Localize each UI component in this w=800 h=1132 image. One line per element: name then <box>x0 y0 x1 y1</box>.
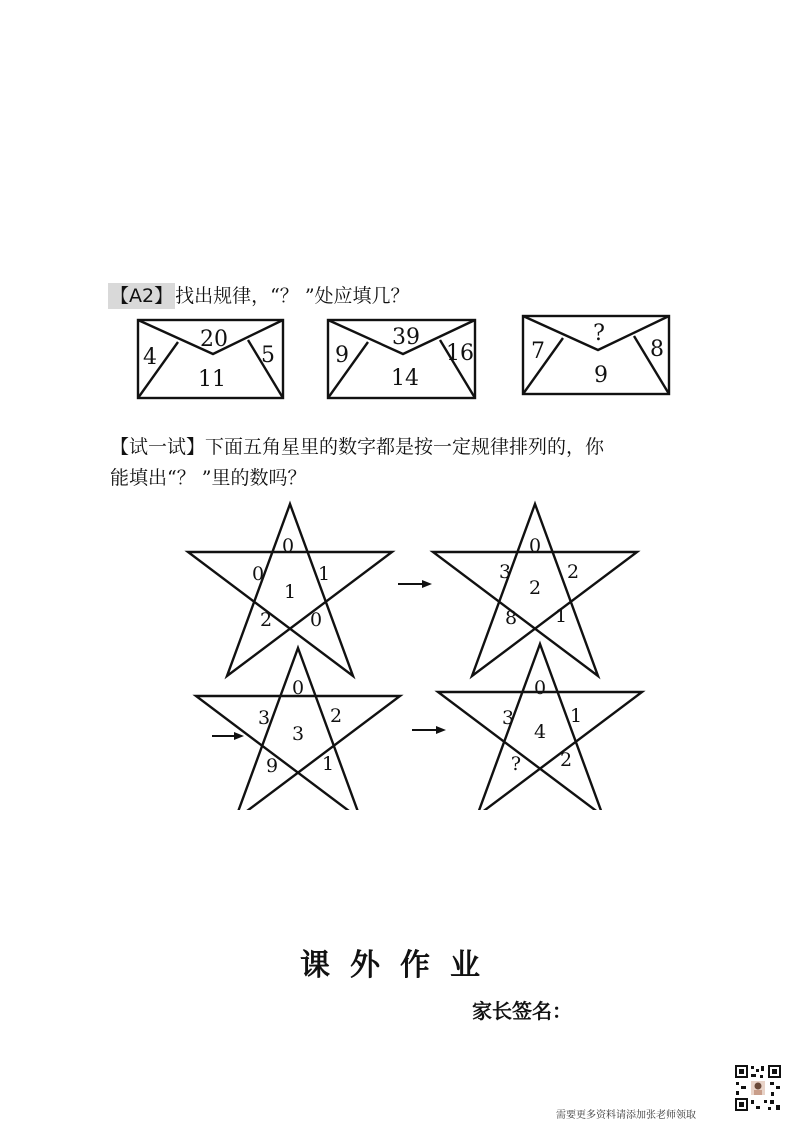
try-it-line-1: 【试一试】下面五角星里的数字都是按一定规律排列的，你 <box>110 436 605 458</box>
star-3-right: 2 <box>329 705 343 727</box>
star-4-left: 3 <box>501 707 515 729</box>
star-1-bottom-left: 2 <box>259 609 273 631</box>
parent-signature-label: 家长签名： <box>472 999 572 1023</box>
envelope-3-bottom: 9 <box>594 363 608 388</box>
arrow-1 <box>398 580 432 588</box>
star-4-top: 0 <box>533 677 547 699</box>
star-2-bottom-right: 1 <box>554 605 568 627</box>
envelope-3-right: 8 <box>650 337 664 362</box>
envelope-figures <box>0 310 800 405</box>
envelope-2-left: 9 <box>335 343 349 368</box>
arrow-2 <box>212 732 244 740</box>
star-3-center: 3 <box>291 723 305 745</box>
star-2-center: 2 <box>528 577 542 599</box>
star-3-bottom-left: 9 <box>265 755 279 777</box>
problem-a2-tag: 【A2】 <box>110 285 174 307</box>
star-2-bottom-left: 8 <box>504 607 518 629</box>
star-4-bottom-right: 2 <box>559 749 573 771</box>
envelope-3-top: ? <box>593 321 605 346</box>
envelope-1-top: 20 <box>200 327 228 352</box>
star-2-left: 3 <box>498 561 512 583</box>
star-4-center: 4 <box>533 721 547 743</box>
star-2-top: 0 <box>528 535 542 557</box>
envelope-2-top: 39 <box>392 325 420 350</box>
arrow-3 <box>412 726 446 734</box>
qr-code-icon <box>734 1064 782 1112</box>
star-1-center: 1 <box>283 581 297 603</box>
footer-note: 需要更多资料请添加张老师领取 <box>556 1110 696 1121</box>
star-1 <box>188 504 392 676</box>
star-figures <box>0 500 800 810</box>
envelope-1-left: 4 <box>143 345 157 370</box>
star-3-top: 0 <box>291 677 305 699</box>
star-4-right: 1 <box>569 705 583 727</box>
star-1-top: 0 <box>281 535 295 557</box>
problem-a2-heading <box>108 283 410 309</box>
envelope-3-left: 7 <box>531 339 545 364</box>
envelope-1-bottom: 11 <box>198 367 226 392</box>
envelope-2-right: 16 <box>446 341 474 366</box>
star-1-right: 1 <box>317 563 331 585</box>
star-2-right: 2 <box>566 561 580 583</box>
envelope-2-bottom: 14 <box>391 366 419 391</box>
homework-title: 课外作业 <box>300 948 500 983</box>
star-4-bottom-left: ? <box>510 753 522 775</box>
envelope-1-right: 5 <box>261 343 275 368</box>
star-1-left: 0 <box>251 563 265 585</box>
star-3-left: 3 <box>257 707 271 729</box>
try-it-line-2: 能填出“？ ”里的数吗？ <box>110 467 307 489</box>
star-1-bottom-right: 0 <box>309 609 323 631</box>
problem-a2-prompt: 找出规律，“？ ”处应填几？ <box>175 285 410 307</box>
star-3-bottom-right: 1 <box>321 753 335 775</box>
star-3 <box>196 648 400 810</box>
try-it-paragraph <box>110 432 710 494</box>
star-4 <box>438 644 642 810</box>
star-2 <box>433 504 637 676</box>
